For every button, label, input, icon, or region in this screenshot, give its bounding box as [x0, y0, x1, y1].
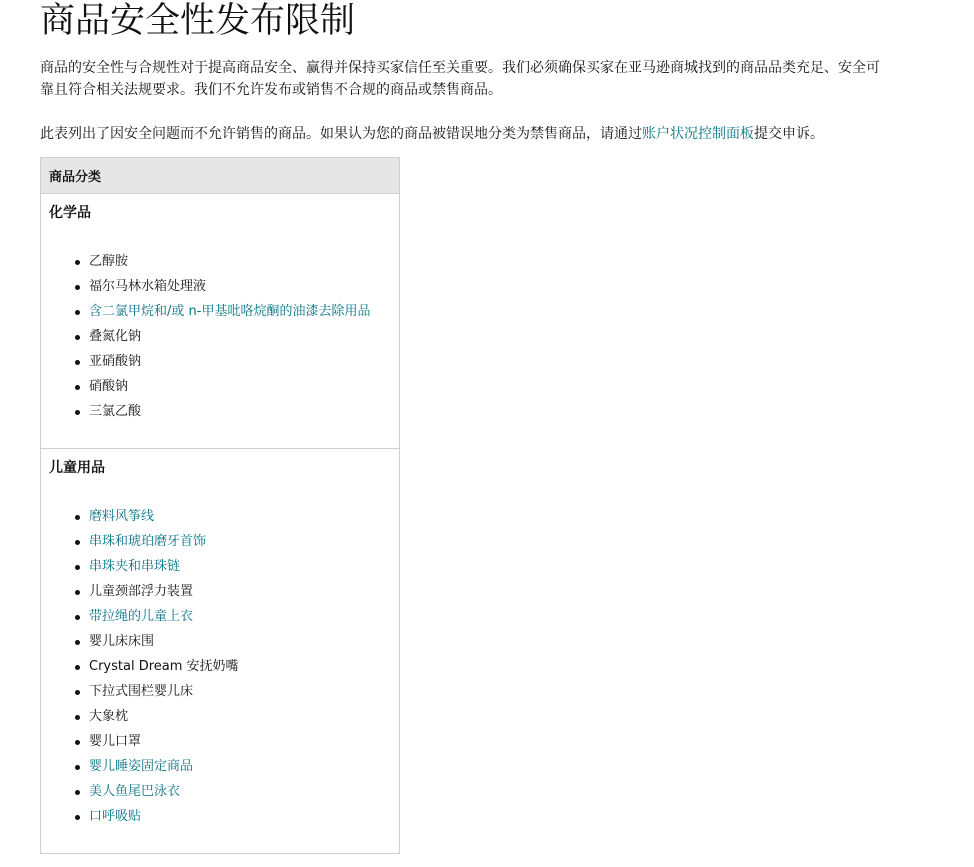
- category-item-label: 乙醇胺: [89, 254, 129, 269]
- category-item-label: 叠氮化钠: [89, 329, 142, 344]
- intro-paragraph-2-before: 此表列出了因安全问题而不允许销售的商品。如果认为您的商品被错误地分类为禁售商品，请通过: [40, 126, 642, 142]
- table-row: [41, 449, 400, 854]
- category-item-list: [49, 504, 399, 829]
- category-item-link[interactable]: 口呼吸贴: [89, 809, 142, 824]
- category-item-link[interactable]: 串珠和琥珀磨牙首饰: [89, 534, 207, 549]
- list-item: [89, 529, 399, 554]
- table-row: [41, 194, 400, 449]
- page-content: [40, 0, 930, 854]
- list-item: [89, 704, 399, 729]
- list-item: [89, 399, 399, 424]
- list-item: [89, 349, 399, 374]
- list-item: [89, 754, 399, 779]
- category-title: 儿童用品: [49, 460, 105, 476]
- restricted-products-table: [40, 157, 400, 854]
- list-item: [89, 804, 399, 829]
- table-header-row: [41, 158, 400, 194]
- category-item-link[interactable]: 带拉绳的儿童上衣: [89, 609, 194, 624]
- intro-paragraph-2-after: 提交申诉。: [754, 126, 824, 142]
- category-item-link[interactable]: 含二氯甲烷和/或 n-甲基吡咯烷酮的油漆去除用品: [89, 304, 371, 319]
- list-item: [89, 249, 399, 274]
- list-item: [89, 579, 399, 604]
- category-item-label: 大象枕: [89, 709, 129, 724]
- category-item-link[interactable]: 串珠夹和串珠链: [89, 559, 181, 574]
- intro-paragraph-1: 商品的安全性与合规性对于提高商品安全、赢得并保持买家信任至关重要。我们必须确保买家在亚马逊商城找到的商品品类充足、安全可靠且符合相关法规要求。我们不允许发布或销售不合规的商品或禁售商品。: [40, 60, 880, 98]
- category-cell: [41, 449, 400, 854]
- category-title: 化学品: [49, 205, 91, 221]
- category-item-label: 儿童颈部浮力装置: [89, 584, 194, 599]
- page-title: 商品安全性发布限制: [40, 1, 356, 41]
- intro-paragraph-2: [40, 123, 880, 145]
- category-item-link[interactable]: 婴儿睡姿固定商品: [89, 759, 194, 774]
- list-item: [89, 629, 399, 654]
- category-item-list: [49, 249, 399, 424]
- list-item: [89, 274, 399, 299]
- table-header-category: 商品分类: [41, 158, 400, 194]
- category-item-link[interactable]: 美人鱼尾巴泳衣: [89, 784, 181, 799]
- category-item-label: Crystal Dream 安抚奶嘴: [89, 659, 239, 674]
- list-item: [89, 374, 399, 399]
- list-item: [89, 604, 399, 629]
- list-item: [89, 324, 399, 349]
- category-item-link[interactable]: 磨料风筝线: [89, 509, 155, 524]
- category-cell: [41, 194, 400, 449]
- category-item-label: 硝酸钠: [89, 379, 129, 394]
- category-item-label: 三氯乙酸: [89, 404, 142, 419]
- list-item: [89, 679, 399, 704]
- intro-text: [40, 57, 880, 145]
- list-item: [89, 779, 399, 804]
- category-item-label: 亚硝酸钠: [89, 354, 142, 369]
- table-body: [41, 194, 400, 854]
- list-item: [89, 729, 399, 754]
- category-item-label: 婴儿口罩: [89, 734, 142, 749]
- category-item-label: 婴儿床床围: [89, 634, 155, 649]
- category-item-label: 下拉式围栏婴儿床: [89, 684, 194, 699]
- list-item: [89, 554, 399, 579]
- account-health-dashboard-link[interactable]: 账户状况控制面板: [642, 126, 754, 142]
- list-item: [89, 299, 399, 324]
- list-item: [89, 654, 399, 679]
- list-item: [89, 504, 399, 529]
- category-item-label: 福尔马林水箱处理液: [89, 279, 207, 294]
